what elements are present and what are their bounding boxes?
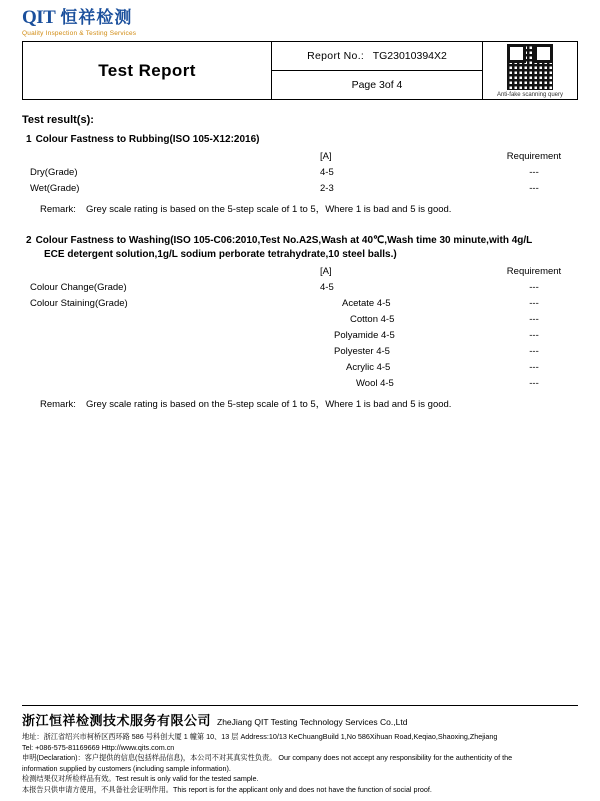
row-label	[22, 343, 320, 359]
table-row	[22, 311, 578, 327]
test-name-2: Colour Fastness to Washing(ISO 105-C06:2010,Test No.A2S,Wash at 40℃,Wash time 30 minute,with 4g/L	[35, 235, 533, 246]
row-requirement: ---	[529, 313, 539, 325]
column-requirement: Requirement	[506, 265, 562, 277]
row-label: Dry(Grade)	[30, 166, 78, 178]
table-row	[22, 164, 578, 180]
table-header-row	[22, 148, 578, 164]
report-number-cell	[272, 42, 483, 71]
row-value: Cotton 4-5	[350, 313, 395, 325]
test-table-2	[22, 263, 578, 391]
row-value: Wool 4-5	[356, 377, 394, 389]
test-table-1	[22, 148, 578, 196]
remark-text: Grey scale rating is based on the 5-step scale of 1 to 5，Where 1 is bad and 5 is good.	[86, 204, 452, 215]
table-row	[22, 295, 578, 311]
row-requirement: ---	[529, 297, 539, 309]
logo-tagline: Quality Inspection & Testing Services	[22, 30, 137, 37]
row-requirement: ---	[529, 329, 539, 341]
qr-caption: Anti-fake scanning query	[496, 91, 564, 98]
report-number-label: Report No.:	[307, 50, 365, 62]
row-label: Wet(Grade)	[30, 182, 80, 194]
footer-divider	[22, 705, 578, 706]
row-value: 4-5	[320, 166, 334, 178]
footer-tel: Tel: +086-575-81169669 Http://www.qits.com.cn	[22, 742, 175, 752]
table-row	[22, 327, 578, 343]
column-method: [A]	[320, 265, 332, 277]
row-requirement: ---	[529, 166, 539, 178]
test-title-2	[22, 235, 578, 246]
table-header-row	[22, 263, 578, 279]
row-requirement: ---	[529, 281, 539, 293]
footer-declaration-1: 申明(Declaration)：客户提供的信息(包括样品信息)，本公司不对其真实性负责。 Our company does not accept any responsibility for the authenticity of the	[22, 753, 513, 763]
report-number-value: TG23010394X2	[372, 50, 447, 62]
row-value: Acetate 4-5	[342, 297, 391, 309]
row-label: Colour Change(Grade)	[30, 281, 127, 293]
row-value: Acrylic 4-5	[346, 361, 391, 373]
qr-cell	[483, 42, 578, 100]
table-row	[22, 343, 578, 359]
remark-label: Remark:	[40, 399, 76, 410]
remark-text: Grey scale rating is based on the 5-step scale of 1 to 5，Where 1 is bad and 5 is good.	[86, 399, 452, 410]
row-value: Polyester 4-5	[334, 345, 390, 357]
page-footer	[22, 705, 578, 795]
row-label	[22, 311, 320, 327]
footer-validity: 检测结果仅对所检样品有效。Test result is only valid for the tested sample.	[22, 774, 259, 784]
row-label	[22, 327, 320, 343]
footer-company-en: ZheJiang QIT Testing Technology Services Co.,Ltd	[217, 717, 408, 728]
test-section-1	[22, 134, 578, 215]
test-name-1: Colour Fastness to Rubbing(ISO 105-X12:2016)	[35, 134, 260, 145]
row-label	[22, 375, 320, 391]
test-number-1: 1	[26, 134, 32, 145]
remark-2	[22, 396, 578, 410]
test-number-2: 2	[26, 235, 32, 246]
logo-mark: QIT	[22, 7, 56, 28]
row-requirement: ---	[529, 361, 539, 373]
footer-company	[22, 710, 578, 729]
table-row	[22, 375, 578, 391]
table-row	[22, 180, 578, 196]
results-heading: Test result(s):	[22, 114, 94, 126]
table-row	[22, 359, 578, 375]
row-value: 2-3	[320, 182, 334, 194]
row-label: Colour Staining(Grade)	[30, 297, 128, 309]
page-title: Test Report	[23, 42, 272, 100]
page-number: Page 3of 4	[272, 71, 483, 100]
logo-company-cn: 恒祥检测	[60, 8, 133, 27]
footer-company-cn: 浙江恒祥检测技术服务有限公司	[22, 713, 212, 729]
footer-address: 地址：浙江省绍兴市柯桥区西环路 586 号科创大厦 1 幢第 10、13 层 Address:10/13 KeChuangBuild 1,No 586Xihuan Road,Keqiao,Shaoxing,Zhejiang	[22, 732, 498, 742]
column-method: [A]	[320, 150, 332, 162]
row-label	[22, 359, 320, 375]
footer-social: 本报告只供申请方使用，不具备社会证明作用。This report is for the applicant only and does not have the function of social proof.	[22, 784, 432, 794]
row-requirement: ---	[529, 345, 539, 357]
row-value: Polyamide 4-5	[334, 329, 395, 341]
test-title-1	[22, 134, 578, 145]
row-value: 4-5	[320, 281, 334, 293]
row-requirement: ---	[529, 377, 539, 389]
column-requirement: Requirement	[506, 150, 562, 162]
company-logo	[22, 0, 578, 41]
footer-declaration-2: information supplied by customers (including sample information).	[22, 763, 231, 773]
qr-code-icon	[507, 44, 553, 90]
report-header-table	[22, 41, 578, 100]
test-title-2-continued: ECE detergent solution,1g/L sodium perborate tetrahydrate,10 steel balls.)	[44, 249, 397, 260]
table-row	[22, 279, 578, 295]
test-section-2	[22, 235, 578, 410]
remark-label: Remark:	[40, 204, 76, 215]
row-requirement: ---	[529, 182, 539, 194]
remark-1	[22, 201, 578, 215]
